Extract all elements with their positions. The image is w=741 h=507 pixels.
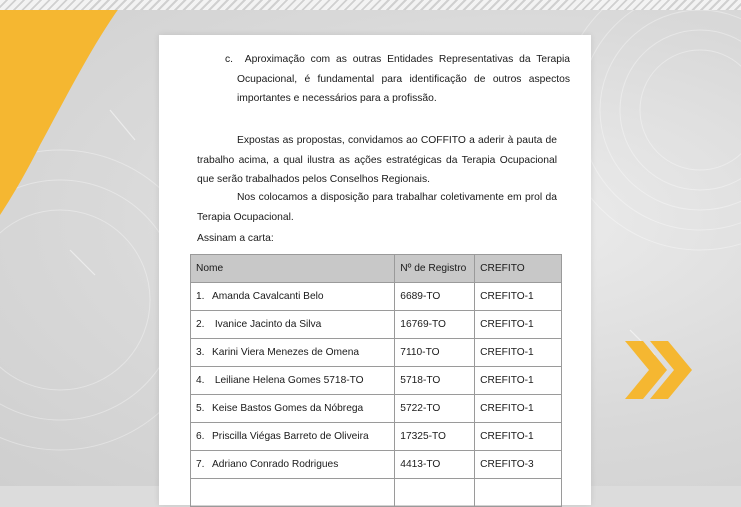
- cell-name: [191, 339, 395, 367]
- cell-crefito: CREFITO-1: [475, 311, 562, 339]
- cell-registro: 7110-TO: [395, 339, 475, 367]
- cell-registro: 5718-TO: [395, 367, 475, 395]
- table-row: [191, 339, 562, 367]
- cell-registro: 5722-TO: [395, 395, 475, 423]
- cell-name: [191, 479, 395, 507]
- header-crefito: CREFITO: [475, 255, 562, 283]
- cell-crefito: CREFITO-3: [475, 451, 562, 479]
- cell-crefito: CREFITO-1: [475, 283, 562, 311]
- row-number: 2.: [196, 319, 205, 330]
- cell-registro: 16769-TO: [395, 311, 475, 339]
- signatures-table: [190, 254, 562, 507]
- cell-name: [191, 283, 395, 311]
- table-row: [191, 395, 562, 423]
- cell-name: [191, 451, 395, 479]
- document-page: [159, 35, 591, 505]
- signer-name: Ivanice Jacinto da Silva: [214, 319, 322, 330]
- cell-name: [191, 367, 395, 395]
- cell-name: [191, 423, 395, 451]
- row-number: 3.: [196, 347, 205, 358]
- cell-crefito: CREFITO-1: [475, 395, 562, 423]
- list-item-c: [225, 50, 570, 109]
- cell-name: [191, 311, 395, 339]
- paragraph-signatures-intro: Assinam a carta:: [197, 233, 274, 244]
- cell-registro: [395, 479, 475, 507]
- cell-crefito: [475, 479, 562, 507]
- cell-registro: 17325-TO: [395, 423, 475, 451]
- cell-registro: 4413-TO: [395, 451, 475, 479]
- table-row: [191, 479, 562, 507]
- row-number: 5.: [196, 403, 205, 414]
- cell-name: [191, 395, 395, 423]
- list-item-text: Aproximação com as outras Entidades Representativas da Terapia Ocupacional, é fundamental para identificação de outros aspectos importantes e necessários para a profissão.: [237, 54, 570, 104]
- table-header-row: [191, 255, 562, 283]
- row-number: 1.: [196, 291, 205, 302]
- signer-name: Priscilla Viégas Barreto de Oliveira: [212, 431, 369, 442]
- header-nome: Nome: [191, 255, 395, 283]
- signer-name: Keise Bastos Gomes da Nóbrega: [212, 403, 364, 414]
- table-row: [191, 367, 562, 395]
- cell-crefito: CREFITO-1: [475, 423, 562, 451]
- list-marker: c.: [225, 54, 234, 65]
- signer-name: Karini Viera Menezes de Omena: [212, 347, 360, 358]
- table-row: [191, 451, 562, 479]
- signer-name: Leiliane Helena Gomes 5718-TO: [214, 375, 364, 386]
- table-row: [191, 283, 562, 311]
- header-registro: Nº de Registro: [395, 255, 475, 283]
- cell-crefito: CREFITO-1: [475, 367, 562, 395]
- paragraph-proposals: Expostas as propostas, convidamos ao COFFITO a aderir à pauta de trabalho acima, a qual ilustra as ações estratégicas da Terapia Ocupacional que serão trabalhados pelos Conselhos Regionais.: [197, 135, 557, 185]
- signer-name: Amanda Cavalcanti Belo: [212, 291, 324, 302]
- row-number: 4.: [196, 375, 205, 386]
- cell-registro: 6689-TO: [395, 283, 475, 311]
- table-row: [191, 311, 562, 339]
- row-number: 7.: [196, 459, 205, 470]
- paragraph-availability: Nos colocamos a disposição para trabalhar coletivamente em prol da Terapia Ocupacional.: [197, 192, 557, 223]
- row-number: 6.: [196, 431, 205, 442]
- table-row: [191, 423, 562, 451]
- cell-crefito: CREFITO-1: [475, 339, 562, 367]
- signer-name: Adriano Conrado Rodrigues: [212, 459, 339, 470]
